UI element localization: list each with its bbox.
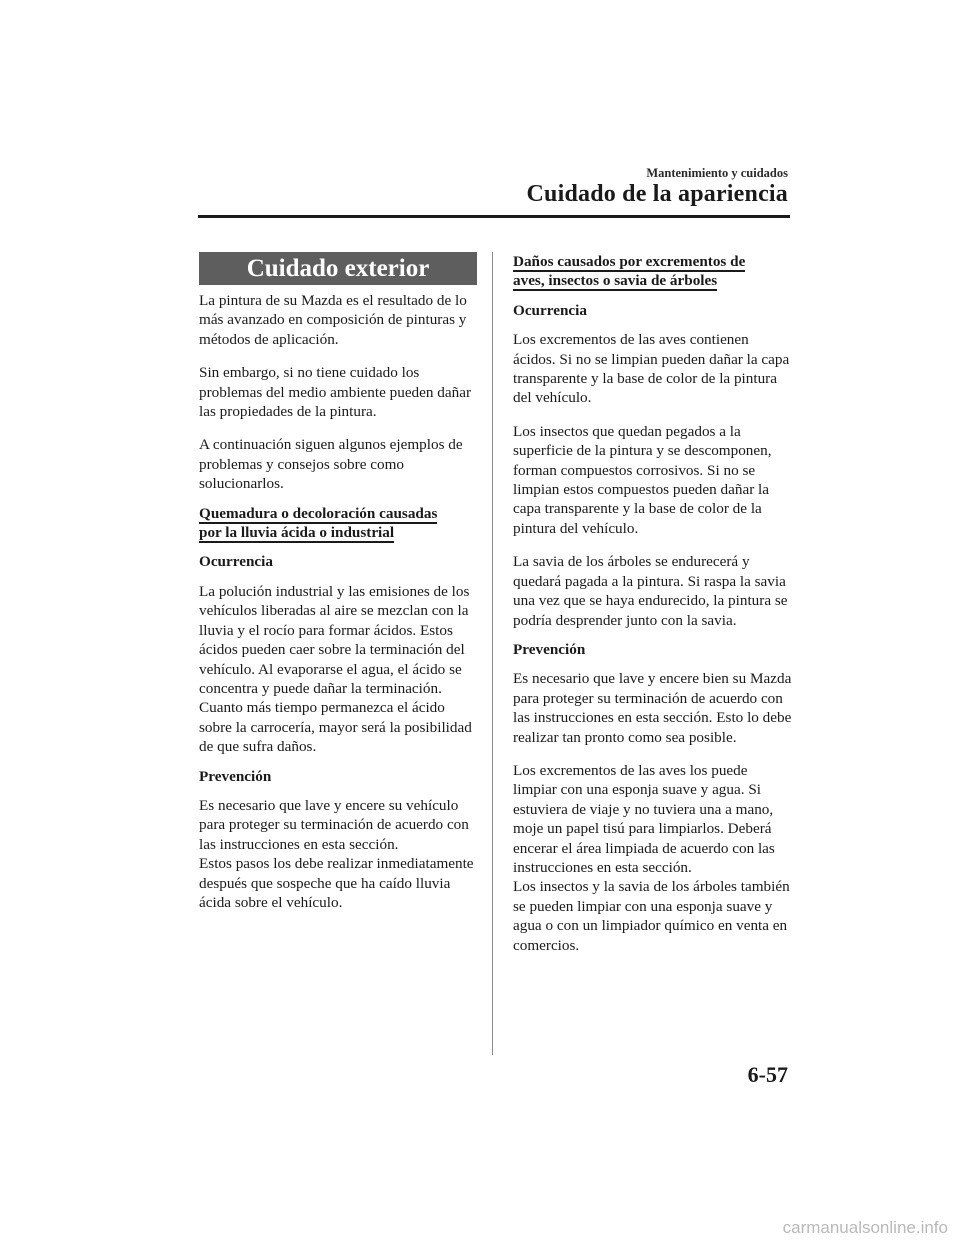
prevention-paragraph-1: Es necesario que lave y encere bien su Mazda para proteger su terminación de acuerdo con las instrucciones en esta sección. Esto lo debe realizar tan pronto como sea posible. <box>513 670 792 746</box>
page-number: 6-57 <box>747 1062 788 1087</box>
occurrence-label: Ocurrencia <box>513 301 587 319</box>
occurrence-text-2: Cuanto más tiempo permanezca el ácido sobre la carrocería, mayor será la posibilidad de que sufra daños. <box>199 699 472 756</box>
intro-paragraph-2: Sin embargo, si no tiene cuidado los problemas del medio ambiente pueden dañar las propiedades de la pintura. <box>199 364 472 421</box>
header-rule <box>198 215 790 218</box>
column-divider <box>492 252 493 1055</box>
prevention-label: Prevención <box>199 767 272 785</box>
section-banner: Cuidado exterior <box>199 252 477 285</box>
prevention-paragraph-3: Los insectos y la savia de los árboles también se pueden limpiar con una esponja suave y agua o con un limpiador químico en venta en comercios. <box>513 878 790 954</box>
acid-rain-heading-line1: Quemadura o decoloración causadas <box>199 504 438 522</box>
occurrence-text-1: La polución industrial y las emisiones de los vehículos liberadas al aire se mezclan con la lluvia y el rocío para formar ácidos. Estos ácidos pueden caer sobre la terminación del vehículo. Al evaporarse el agua, el ácido se concentra y puede dañar la terminación. <box>199 582 470 697</box>
acid-rain-heading-line2: por la lluvia ácida o industrial <box>199 524 395 542</box>
occurrence-label: Ocurrencia <box>199 553 273 571</box>
page-title: Cuidado de la apariencia <box>526 181 788 207</box>
bird-droppings-heading-line2: aves, insectos o savia de árboles <box>513 272 718 290</box>
right-column <box>513 252 793 969</box>
watermark: carmanualsonline.info <box>782 1218 948 1237</box>
prevention-paragraph-2: Los excrementos de las aves los puede limpiar con una esponja suave y agua. Si estuviera de viaje y no tuviera una a mano, moje un papel tisú para limpiarlos. Deberá encerar el área limpiada de acuerdo con las instrucciones en esta sección. <box>513 761 775 876</box>
intro-paragraph-1: La pintura de su Mazda es el resultado de lo más avanzado en composición de pinturas y métodos de aplicación. <box>199 292 467 348</box>
bird-droppings-heading <box>513 252 793 291</box>
acid-rain-heading <box>199 504 477 543</box>
occurrence-paragraph-2: Los insectos que quedan pegados a la superficie de la pintura y se descomponen, forman compuestos corrosivos. Si no se limpian estos compuestos pueden dañar la capa transparente y la base de color de la pintura del vehículo. <box>513 422 772 537</box>
section-label: Mantenimiento y cuidados <box>646 166 788 180</box>
occurrence-paragraph-3: La savia de los árboles se endurecerá y quedará pagada a la pintura. Si raspa la savia una vez que se haya endurecido, la pintura se podría desprender junto con la savia. <box>513 553 788 629</box>
prevention-text-2: Estos pasos los debe realizar inmediatamente después que sospeche que ha caído lluvia ácida sobre el vehículo. <box>199 855 474 911</box>
occurrence-paragraph-1: Los excrementos de las aves contienen ácidos. Si no se limpian pueden dañar la capa transparente y la base de color de la pintura del vehículo. <box>513 331 790 407</box>
left-column <box>199 252 477 926</box>
intro-paragraph-3: A continuación siguen algunos ejemplos de problemas y consejos sobre como solucionarlos. <box>199 436 463 493</box>
prevention-label: Prevención <box>513 640 586 658</box>
prevention-text-1: Es necesario que lave y encere su vehículo para proteger su terminación de acuerdo con las instrucciones en esta sección. <box>199 796 469 853</box>
bird-droppings-heading-line1: Daños causados por excrementos de <box>513 253 746 270</box>
